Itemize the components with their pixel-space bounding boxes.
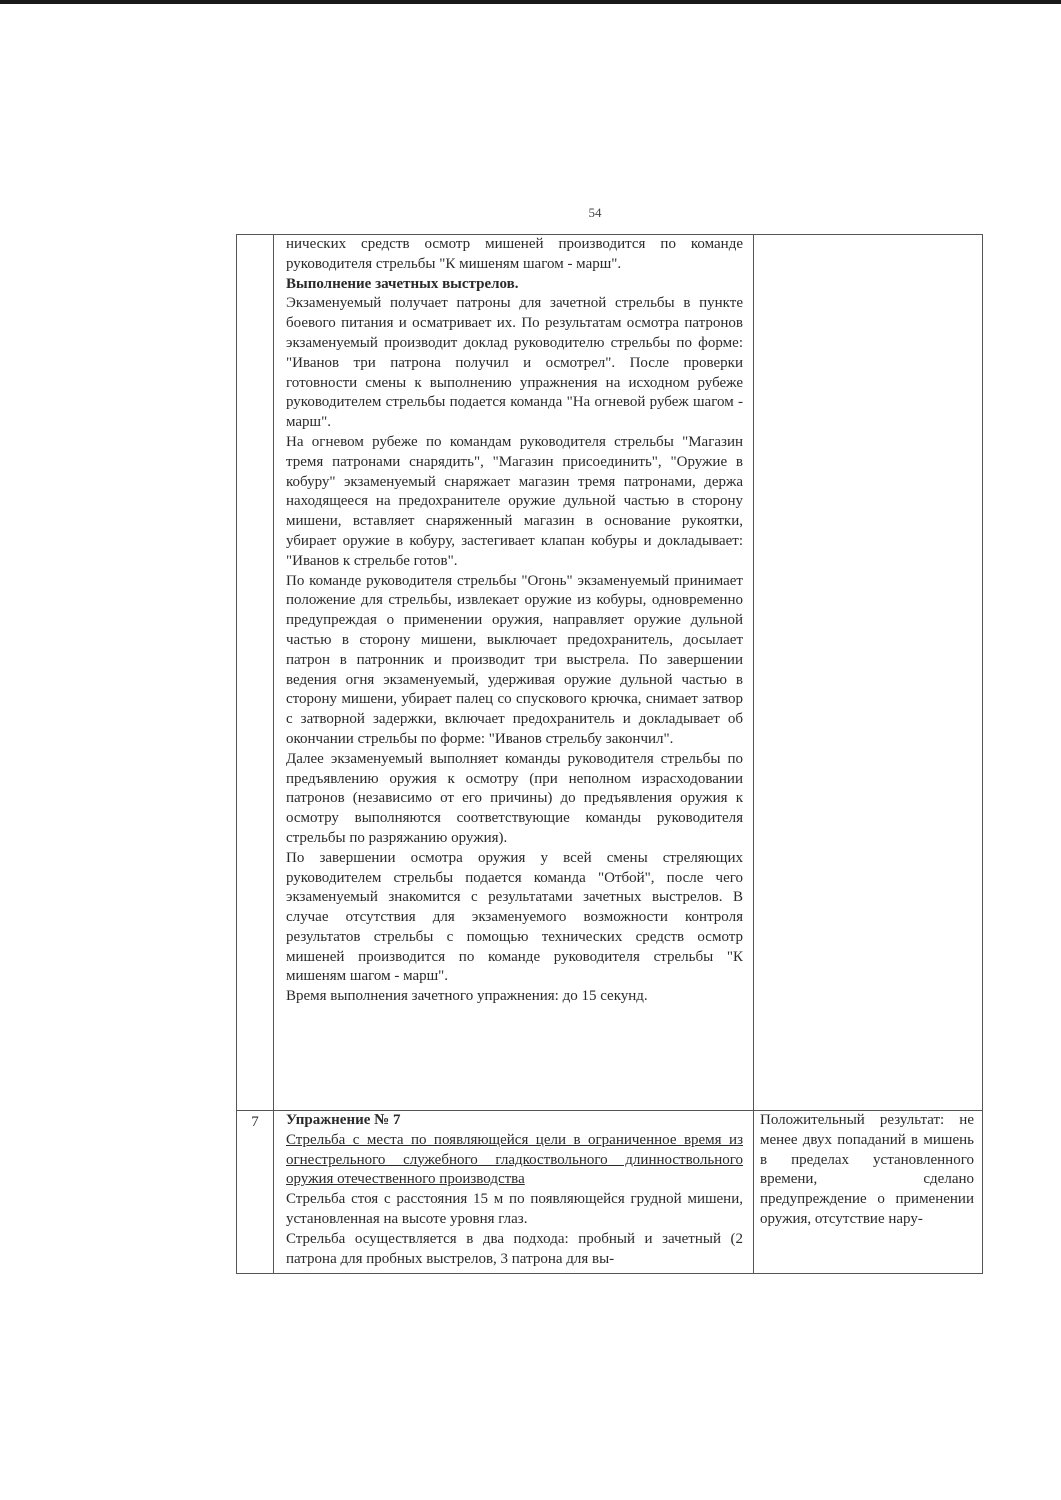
result-cell — [754, 1111, 983, 1274]
exercise-subtitle: Стрельба с места по появляющейся цели в ограниченное время из огнестрельного служебного гладкоствольного длинноствольного оружия отечественного производства — [286, 1131, 743, 1188]
result-cell — [754, 235, 983, 1111]
exercise-title: Упражнение № 7 — [286, 1112, 401, 1128]
section-heading: Выполнение зачетных выстрелов. — [286, 275, 519, 292]
paragraph: Стрельба стоя с расстояния 15 м по появляющейся грудной мишени, установленная на высоте уровня глаз. — [286, 1191, 743, 1227]
paragraph: Время выполнения зачетного упражнения: до 15 секунд. — [286, 988, 648, 1005]
paragraph: Далее экзаменуемый выполняет команды руководителя стрельбы по предъявлению оружия к осмотру (при неполном израсходовании патронов (независимо от его причины) до предъявления оружия к осмотру выполняются соответствующие команды руководителя стрельбы по разряжанию оружия). — [286, 750, 743, 846]
description-cell — [274, 1111, 754, 1274]
description-cell — [274, 235, 754, 1111]
paragraph: По завершении осмотра оружия у всей смены стреляющих руководителем стрельбы подается команда "Отбой", после чего экзаменуемый знакомится с результатами зачетных выстрелов. В случае отсутствия для экзаменуемого возможности контроля результатов стрельбы с помощью технических средств осмотр мишеней производится по команде руководителя стрельбы "К мишеням шагом - марш". — [286, 849, 743, 985]
paragraph: На огневом рубеже по командам руководителя стрельбы "Магазин тремя патронами снарядить", "Магазин присоединить", "Оружие в кобуру" экзаменуемый снаряжает магазин тремя патронами, держа находящееся на предохранителе оружие дульной частью в сторону мишени, вставляет снаряженный магазин в основание рукоятки, убирает оружие в кобуру, застегивает клапан кобуры и докладывает: "Иванов к стрельбе готов". — [286, 433, 743, 569]
paragraph: нических средств осмотр мишеней производится по команде руководителя стрельбы "К мишеням шагом - марш". — [286, 236, 743, 272]
row-number-cell: 7 — [237, 1111, 274, 1274]
paragraph: По команде руководителя стрельбы "Огонь" экзаменуемый принимает положение для стрельбы, извлекает оружие из кобуры, одновременно предупреждая о применении оружия, направляет оружие дульной частью в сторону мишени, выключает предохранитель, досылает патрон в патронник и производит три выстрела. По завершении ведения огня экзаменуемый, удерживая оружие дульной частью в сторону мишени, убирает палец со спускового крючка, снимает затвор с затворной задержки, включает предохранитель и докладывает об окончании стрельбы по форме: "Иванов стрельбу закончил". — [286, 572, 743, 747]
paragraph: Стрельба осуществляется в два подхода: пробный и зачетный (2 патрона для пробных выстрелов, 3 патрона для вы- — [286, 1230, 743, 1267]
table-row-continuation — [237, 235, 983, 1111]
paragraph: Экзаменуемый получает патроны для зачетной стрельбы в пункте боевого питания и осматривает их. По результатам осмотра патронов экзаменуемый производит доклад руководителю стрельбы по форме: "Иванов три патрона получил и осмотрел". После проверки готовности смены к выполнению упражнения на исходном рубеже руководителем стрельбы подается команда "На огневой рубеж шагом - марш". — [286, 295, 743, 431]
table-row-exercise-7 — [237, 1111, 983, 1274]
page-number: 54 — [588, 205, 602, 220]
result-text: Положительный результат: не менее двух попаданий в мишень в пределах установленного времени, сделано предупреждение о применении оружия, отсутствие нару- — [760, 1112, 974, 1227]
exercise-table — [236, 234, 983, 1274]
row-number-cell — [237, 235, 274, 1111]
scan-edge — [0, 0, 1061, 4]
